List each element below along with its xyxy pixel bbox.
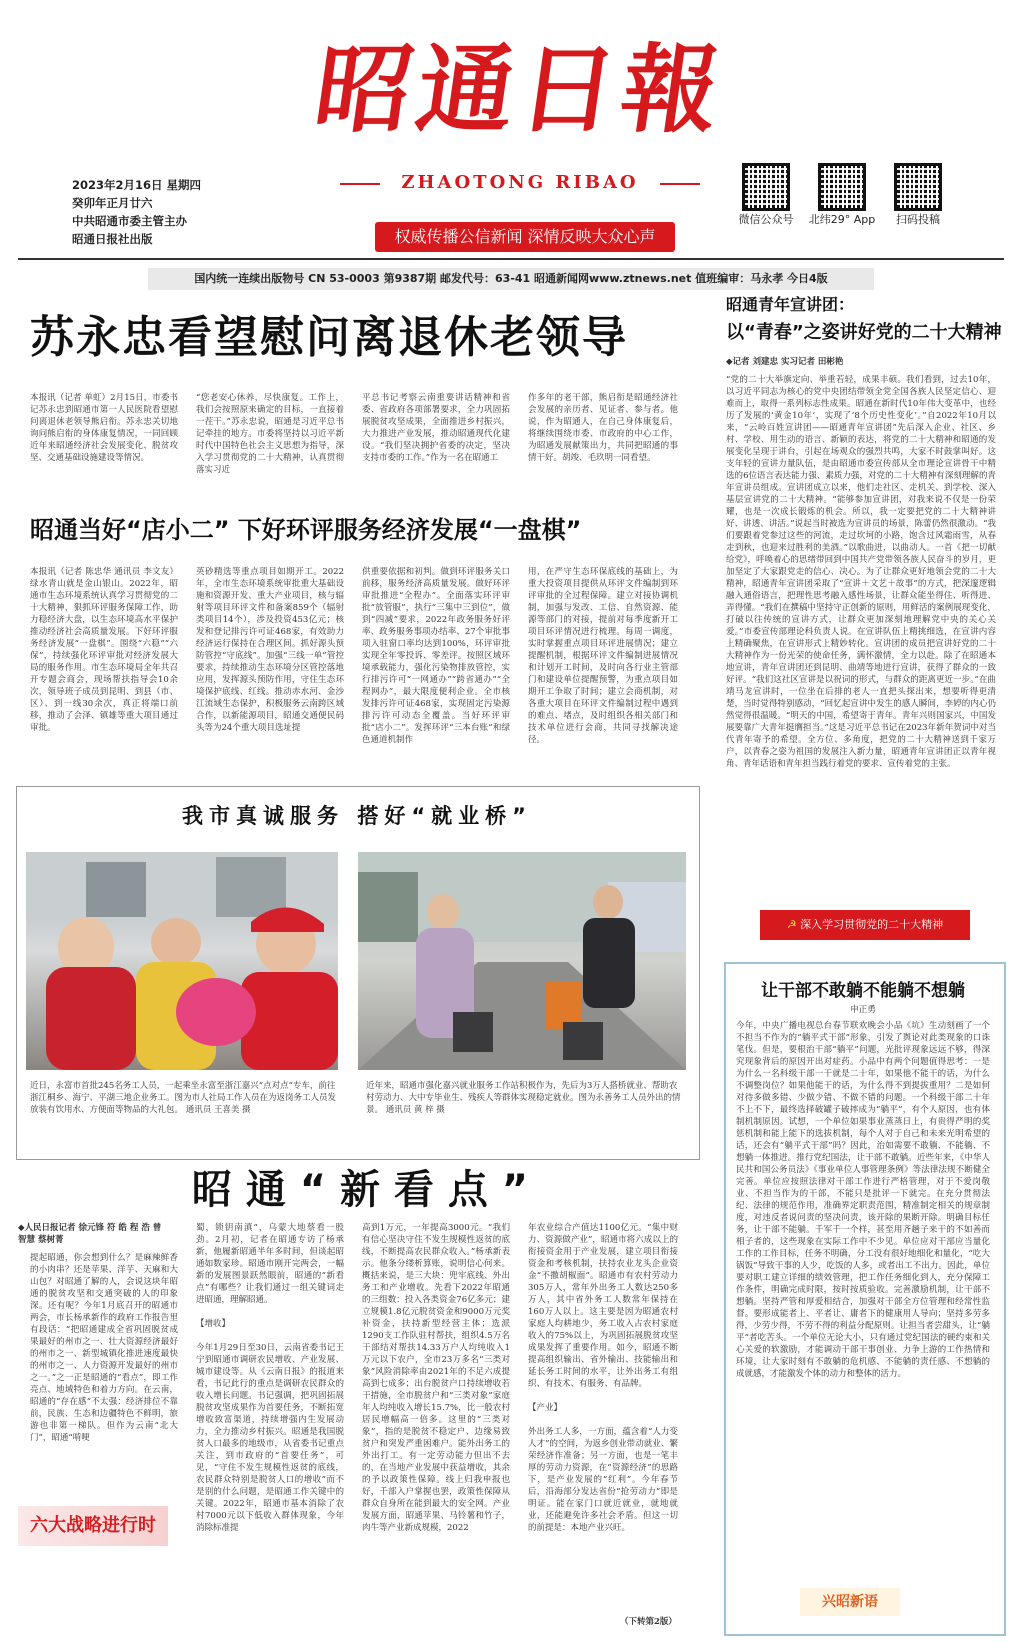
volunteer-photo xyxy=(26,852,338,1070)
second-column-2: 英砂精选等重点项目如期开工。2022年，全市生态环境系统审批重大基础设施和资源开发、重大产业项目，核与辐射等项目环评文件和备案859个（辐射类项目14个），涉及投资453亿元；核发和登记排污许可证468家，有效助力经济运行保持在合理区间。抓好源头预防管控“守底线”。加强“三线一单”管控要求，持续推动生态环境分区管控落地应用，发挥源头预防作用，守住生态环境保护底线、红线。推动赤水河、金沙江流域生态保护，积极服务云南跨区域合作，以新能源项目，昭通交通便民码头等为24个重大项目选址提 xyxy=(196,567,344,733)
feature-column-4: 年农业综合产值达1100亿元。“集中财力、资源做产业”，昭通市将六成以上的衔接资金用于产业发展，建立项目衔接资金和考核机制，扶持农业龙头企业资金“不撒胡椒面”。昭通市有农村劳动力305万人，常年外出务工人数达250多万人，其中省外务工人数常年保持在160万人以上。这主要是因为昭通农村家庭人均耕地少，务工收入占农村家庭收入的75%以上，为巩固拓展脱贫攻坚成果发挥了重要作用。如今，昭通不断提高组织输出、省外输出、技能输出和延长务工时间的水平，让外出务工有组织、有技术、有服务、有品牌。 【产业】 外出务工人多，一方面，蕴含着“人力变人才”的空间，为返乡创业带动就业、繁荣经济作准备；另一方面，也是一笔丰厚的劳动力资源，在“资源经济”的思路下，是产业发展的“红利”。今年春节后，沿海部分发达省份“抢劳动力”即是明证。能在家门口就近就业，就地就业，还能避免许多社会矛盾。但这一切的前提是：本地产业兴旺。 xyxy=(528,1223,678,1533)
date-block xyxy=(72,176,201,248)
feature-title: 昭 通 “ 新 看 点 ” xyxy=(191,1167,529,1213)
caption-right: 近年来，昭通市强化嘉兴就业服务工作站积极作为，先后为3万人搭桥就业、帮助农村劳动力、大中专毕业生、残疾人等群体实现稳定就业。图为永善务工人员外出的情景。 通讯员 黄 梓 摄 xyxy=(366,1081,681,1115)
right-headline: 以“青春”之姿讲好党的二十大精神 xyxy=(726,322,1002,343)
sponsor: 中共昭通市委主管主办 xyxy=(72,214,187,228)
party-banner xyxy=(760,910,970,940)
lead-headline: 苏永忠看望慰问离退休老领导 xyxy=(30,312,628,363)
publisher: 昭通日报社出版 xyxy=(72,232,153,246)
commentary-author: 申正勇 xyxy=(850,1005,876,1015)
commentary-column-tag: 兴昭新语 xyxy=(800,1588,900,1616)
feature-column-3: 高到1万元，一年提高3000元。“我们有信心坚决守住不发生规模性返贫的底线，不断提高农民群众收入。”杨承新表示。他条分缕析算账，说明信心何来。概括来说，是三大块：兜牢底线、外出务工和产业增收。先看下2022年昭通的三组数：投入各类资金76亿多元；建立规模1.8亿元脱贫资金和9000万元奖补资金，扶持新型经营主体；选派1290支工作队驻村帮扶，组织4.5万名干部结对帮扶14.33万户人均纯收入1万元以下农户，全市23万多名“三类对象”风险消除率由2021年的不足六成提高到七成多；出台脱贫户口持续增收若干措施，全市脱贫户和“三类对象”家庭年人均纯收入增长15.7%，比一般农村居民增幅高一倍多。这里的“三类对象”，指的是脱贫不稳定户、边缘易致贫户和突发严重困难户。能外出务工的外出打工。有一定劳动能力但出不去的，在当地产业发展中获益增收，其余的予以政策性保障。线上归我申报也好，千部入户掌握也罢，政策性保障从群众自身所在能到最大的安全网。产业发展方面，昭通苹果、马铃薯和竹子，肉牛等产业新成规模，2022 xyxy=(362,1223,510,1533)
masthead-slogan: 权威传播公信新闻 深情反映大众心声 xyxy=(375,222,675,252)
issue-date: 2023年2月16日 星期四 xyxy=(72,178,202,192)
qr-label: 北纬29° App xyxy=(808,213,876,226)
photo-feature-title: 我市真诚服务 搭好“就业桥” xyxy=(182,804,532,828)
commentary-headline: 让干部不敢躺不能躺不想躺 xyxy=(761,981,965,1001)
party-banner-text: 深入学习贯彻党的二十大精神 xyxy=(800,918,944,931)
caption-left: 近日，永富市首批245名务工人员，一起乘坐永富至浙江嘉兴“点对点”专车，前往浙江桐乡、海宁、平湖三地企业务工。图为市人社局工作人员在为返岗务工人员发放装有饮用水、方便面等物品的大礼包。 通讯员 王喜美 摄 xyxy=(30,1081,337,1115)
feature-column-1: 提起昭通，你会想到什么？是麻辣鲜香的小肉串？还是苹果、洋芋、天麻和大山包？对昭通了解的人，会说这块年昭通的脱贫攻坚和交通突破的人的印象深。还有呢？今年1月底召开的昭通市两会，市长杨承新作的政府工作报告里有段话：“把昭通建成全省巩固脱贫成果最好的州市之一、壮大资源经济最好的州市之一、新型城镇化推进速度最快的州市之一、人力资源开发最好的州市之一。”之一正是昭通的“看点”，即工作亮点、地域特色和着力方向。在云南，昭通的“存在感”不太强：经济排位不靠前，民族、生态和边疆特色不鲜明，旅游也非第一梯队。但作为云南“北大门”，昭通“啃哽 xyxy=(30,1253,178,1443)
qr-code-icon xyxy=(818,163,866,211)
second-column-1: 本报讯（记者 陈忠华 通讯员 李文友）绿水青山就是金山银山。2022年，昭通市生态环境系统认真学习贯彻党的二十大精神，狠抓环评服务保障工作，助力稳经济大盘，以生态环境高水平保护推动经济社会高质量发展。下好环评服务经济发展“一盘棋”。围绕“六稳”“六保”，持续强化环评审批对经济发展大局的服务作用。市生态环境局全年共召开专题会商会，现场帮扶指导会10余次，领导班子成员到昆明、到县（市、区）、到一线30余次，真正将端口前移，推动了会泽、镇雄等重大项目通过审批。 xyxy=(30,567,178,733)
feature-byline: ◆人民日报记者 徐元锋 符 皓 程 浩 曾智慧 蔡树菁 xyxy=(18,1223,162,1245)
lead-column-3: 平总书记考察云南重要讲话精神和省委、省政府各项部署要求，全力巩固拓展脱贫攻坚成果，全面推进乡村振兴，大力推进产业发展，推动昭通现代化建设。“我们坚决拥护省委的决定，坚决支持市委的工作。”作为一名在昭通工 xyxy=(362,393,510,463)
qr-label: 扫码投稿 xyxy=(896,213,940,226)
continued-note: （下转第2版） xyxy=(620,1617,677,1627)
second-column-4: 用，在严守生态环保底线的基础上，为重大投资项目提供从环评文件编制到环评审批的全过程保障。建立对接协调机制，加强与发改、工信、自然资源、能源等部门的对接，提前对每季度新开工项目环评情况进行梳理。每周一调度，实时掌握重点项目环评进展情况；建立提醒机制，根据环评文件编制进展情况和计划开工时间，及时向各行业主管部门和建设单位提醒预警，为重点项目如期开工争取了时间；建立会商机制，对各重大项目在环评文件编制过程中遇到的难点、堵点，及时组织各相关部门和技术单位进行会商，共同寻找解决途径。 xyxy=(528,567,678,745)
info-bar: 国内统一连续出版物号 CN 53-0003 第9387期 邮发代号：63-41 昭通新闻网www.ztnews.net 值班编审：马永孝 今日4版 xyxy=(148,268,874,290)
lunar-date: 癸卯年正月廿六 xyxy=(72,196,153,210)
commentary-body: 今年，中央广播电视总台春节联欢晚会小品《坑》生动刻画了一个不担当不作为的“躺平式干部”形象，引发了舆论对此类现象的口诛笔伐。但是，要根治干部“躺平”问题，光批评现象远远不够，得深究现象背后的原因开出对症药。小品中有两个问题值得思考：一是为什么一名科级干部一干就是二十年，如果他不能干的话，为什么不调整岗位？如果他能干的话，为什么得不到提拔重用？二是如何对待多做多错、少做少错、不做不错的问题。一个科级干部二十年不上不下，最终选择破罐子破摔成为“躺平”，有个人原因，也有体制机制原因。试想，一个单位如果事业蒸蒸日上，有贵得严明的奖惩机制和能上能下的选拔机制，每个人对于自己和未来光明希望的话，还会有“躺平式干部”吗？因此，治如需要不敢躺、不能躺、不想躺一体推进。推行党纪国法，让干部不敢躺。近些年来，《中华人民共和国公务员法》《事业单位人事管理条例》等法律法规不断健全完善。单位应按照法律对干部工作进行严格管理，对于不爱岗敬业、不担当作为的干部，不能只是批评一下就完。在充分贯彻法纪、法律的规范作用，准确界定职责范围，精准制定相关的规章制度，对违反者说问责的坚决问责，该开除的果断开除。明确目标任务，让干部不能躺。千军千一个样，甚至用齐趟子来干的不如善而相子者的，这些现象在实际工作中不少见。单位应对干部应当量化工作的工作目标，任务不明确，分工没有很好地细化和量化，“吃大锅饭”导致干事的人少，吃饭的人多，或者出工不出力。因此，单位要对职工建立详细的绩效管理，把工作任务细化到人，充分保障工作条件，明确完成时限，按时按质验收。完善激励机制，让干部不想躺。坚持严管和厚爱相结合，加强对干部全方位管理和经常性监督。要形成能者上、平者让、庸者下的健康用人导向；坚持多劳多得，少劳少得，不劳不得的利益分配原则。让担当者尝甜头，让“躺平”者吃苦头。一个单位无论大小，只有通过党纪国法的硬约束和关心关爱的软激励，才能调动干部干事创业、力争上游的工作热情和环境，让大家时刻有不敢躺的危机感、不能躺的责任感、不想躺的成就感，才能激发个体的动力和整体的活力。 xyxy=(736,1021,990,1379)
qr-app[interactable] xyxy=(802,163,882,227)
lead-column-1: 本报讯（记者 单虹）2月15日，市委书记苏永忠到昭通市第一人民医院看望慰问离退休老领导熊启衔。苏永忠关切地询问熊启衔的身体康复情况，一同回顾近年来昭通经济社会发展变化、脱贫攻坚、交通基础设施建设等情况。 xyxy=(30,393,178,463)
workers-photo xyxy=(358,852,686,1070)
qr-submit[interactable] xyxy=(878,163,958,227)
feature-column-2: 蜀，锁钥南滇”，乌蒙大地蔡看一股劲。2月初，记者在昭通专访了杨承新，他履新昭通半年多时间，但谈起昭通如数家珍。昭通市刚开完两会，一幅新的发展图景跃然眼前，昭通的“新看点”有哪些？让我们通过一组关键词走进昭通，理解昭通。 【增收】 今年1月29日至30日，云南省委书记王宁到昭通市调研农民增收、产业发展、城市建设等。从《云南日报》的报道来看，书记此行的重点是调研农民群众的收入增长问题。书记强调，把巩固拓展脱贫攻坚成果作为首要任务，不断拓宽增收致富渠道，持续增强内生发展动力，全力推动乡村振兴。昭通是我国脱贫人口最多的地级市，从省委书记重点关注，到市政府的“首要任务”，可见，“守住不发生规模性返贫的底线，农民群众特别是脱贫人口的增收”而不是别的什么问题，是昭通工作关键中的关键。2022年，昭通市基本消除了农村7000元以下低收入群体现象，今年消除标准提 xyxy=(196,1223,344,1533)
party-emblem-icon: ☭ xyxy=(786,918,801,931)
qr-code-icon xyxy=(742,163,790,211)
qr-label: 微信公众号 xyxy=(738,213,794,226)
masthead-rule xyxy=(18,258,1004,260)
volunteer-photo-illustration xyxy=(26,852,338,1070)
lead-column-4: 作多年的老干部，熊启衔是昭通经济社会发展的亲历者、见证者、参与者。他说，作为昭通人，在自己身体康复后，将继续围绕市委、市政府的中心工作，为昭通发展献策出力，共同把昭通的事情干好。胡竣、毛玖明一同看望。 xyxy=(528,393,678,463)
qr-wechat[interactable] xyxy=(726,163,806,227)
masthead-title: 昭通日報 xyxy=(308,33,733,146)
second-column-3: 供重要依据和初判。做到环评服务关口前移，服务经济高质量发展。做好环评审批推进“全程办”。全面落实环评审批“放管服”，执行“三集中三到位”，做到“四减”要求，2022年政务服务好评率、政务服务事项办结率、27个审批事项入驻窗口率均达到100%，环评审批实现全年零投诉、零差评。按照区域环境承载能力，强化污染物排放管控，实行排污许可“一网通办”“跨省通办”“全程网办”，最大限度便利企业。全市核发排污许可证468家，实现固定污染源排污许可动态全覆盖。当好环评审批“店小二”。发挥环评“三本台账”和绿色通道机制作 xyxy=(362,567,510,745)
right-kicker: 昭通青年宣讲团： xyxy=(726,295,855,314)
masthead-pinyin: ZHAOTONG RIBAO xyxy=(380,172,660,193)
workers-photo-illustration xyxy=(358,852,686,1070)
right-body: “党的二十大举旗定向、举重若轻，成果丰硕。我们看到，过去10年，以习近平同志为核心的党中央团结带领全党全国各族人民坚定信心、迎难而上，取得一系列标志性成果。昭通在新时代10年伟大变革中，也经历了发展的‘黄金10年’，实现了‘8个历史性变化’。”自2022年10月以来，“云岭百姓宣讲团——昭通青年宣讲团”先后深入企业、社区、乡村、学校、用生动的语言、新颖的表达，将党的二十大精神和昭通的发展变化呈现于讲台，引起在场观众的强烈共鸣，大家不时鼓掌叫好。这支年轻的宣讲力量队伍，是由昭通市委宣传部从全市理论宣讲骨干中精选的6位语言表达能力强、素质力强，对党的二十大精神有深刻理解的青年宣讲员组成。宣讲团成立以来，他们走社区、走机关、到学校、深入基层宣讲党的二十大精神。“能够参加宣讲团，对我来说不仅是一份荣耀，也是一次成长锻炼的机会。所以，我一定要把党的二十大精神讲好、讲透、讲活。”说起当时被选为宣讲员的场景，陈蕾仍然很激动。“我们要跟着党参过这些的河流，走过坎坷的小路，饱含过风霜雨雪，从春走到秋，也迎来过胜利的美酒。”以歌曲进，以曲动人。一首《把一切献给党》，呼唤着心的思绪带回到中国共产党带领各族人民奋斗的岁月，更加坚定了大家跟党走的信心、决心。为了让群众更好地领会党的二十大精神，昭通青年宣讲团采取了“宣讲＋文艺＋故事”的方式，把深邃逻辑融入通俗语言，把理性思考融入感性场景，让群众能坐得住、听得进、弄得懂。“我们在撰稿中坚持守正创新的原则，用鲜活的案例展现变化，打破以往传统的宣讲方式，让群众更加深刻地理解党中央的关心关爱。”市委宣传部理论科负责人说。在宣讲队伍上精挑细选，在宣讲内容上精确聚焦，在宣讲形式上精妙转化。宣讲团的成员把宣讲好党的二十大精神作为一份光荣的使命任务，满怀激情，全力以赴。除了在昭通本地宣讲，青年宣讲团还到昆明、曲靖等地进行宣讲，获得了群众的一致好评。“我们这社区宣讲是以祝词的形式，与群众的距离更近一步。”在曲靖马龙宣讲时，一位坐在后排的老人一直把头探出来，想要听得更清楚，当时觉得特别感动，“回忆起宣讲中发生的感人瞬间，李婷的内心仍然觉得很温暖。“明天的中国，希望寄于青年。青年兴则国家兴，中国发展要靠广大青年挺膺担当。”这是习近平总书记在2023年新年贺词中对当代青年寄予的希望。全方位、多角度，把党的二十大精神送到千家万户，以青春之姿为祖国的发展注入新力量，昭通青年宣讲团正以青年视角、青年话语和青年担当践行着党的要求、宣传着党的主张。 xyxy=(726,375,996,769)
right-byline: ◆记者 刘建忠 实习记者 田彬艳 xyxy=(726,357,844,367)
qr-code-icon xyxy=(894,163,942,211)
lead-column-2: “您老安心休养，尽快康复。工作上，我们会按照原来确定的目标，一直接着一茬干。”苏永忠说，昭通是习近平总书记牵挂的地方。市委将坚持以习近平新时代中国特色社会主义思想为指导，深入学习贯彻党的二十大精神，认真贯彻落实习近 xyxy=(196,393,344,475)
second-headline: 昭通当好“店小二” 下好环评服务经济发展“一盘棋” xyxy=(30,516,582,544)
strategy-banner: 六大战略进行时 xyxy=(18,1506,168,1546)
